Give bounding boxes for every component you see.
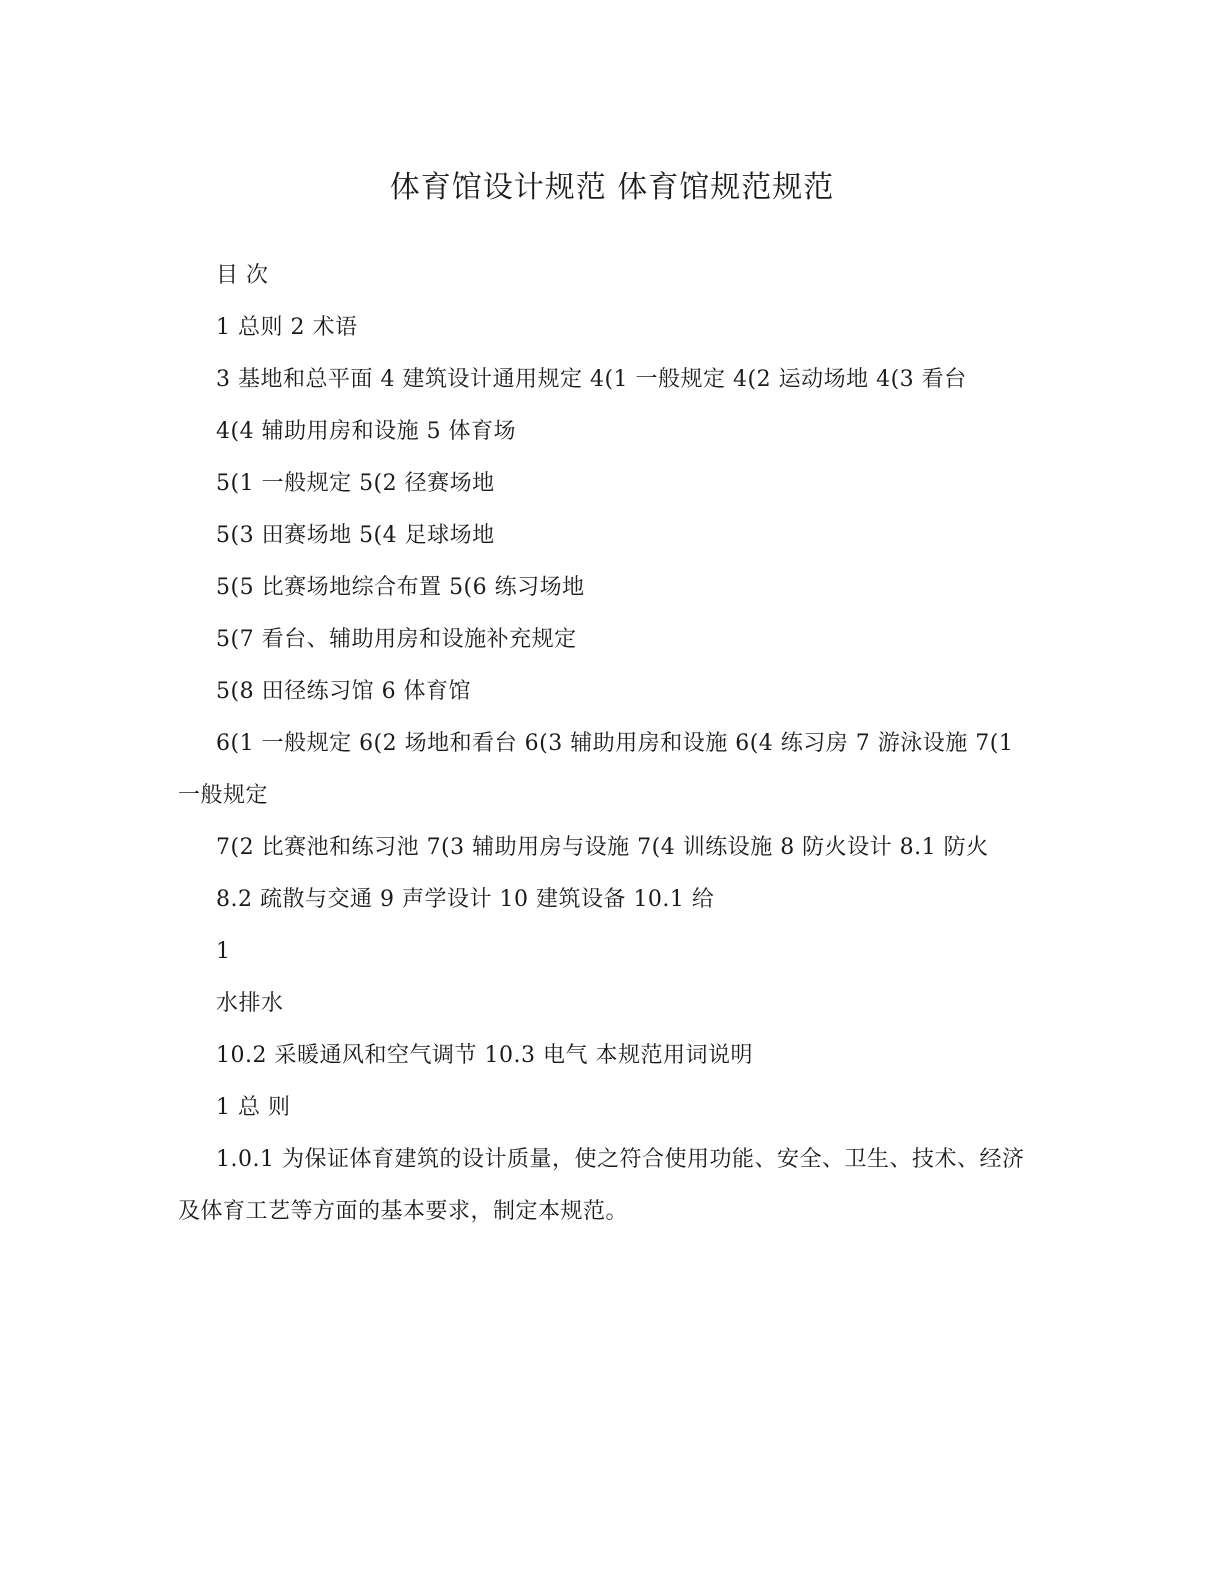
clause-paragraph: 1.0.1 为保证体育建筑的设计质量，使之符合使用功能、安全、卫生、技术、经济及体育工艺等方面的基本要求，制定本规范。 (178, 1147, 1025, 1224)
toc-line: 6(1 一般规定 6(2 场地和看台 6(3 辅助用房和设施 6(4 练习房 7 游泳设施 7(1 一般规定 (178, 731, 1014, 808)
document-title: 体育馆设计规范 体育馆规范规范 (389, 170, 835, 205)
toc-line: 5(7 看台、辅助用房和设施补充规定 (216, 627, 577, 652)
toc-line: 7(2 比赛池和练习池 7(3 辅助用房与设施 7(4 训练设施 8 防火设计 8.1 防火 (216, 835, 989, 860)
toc-line: 5(8 田径练习馆 6 体育馆 (216, 679, 472, 704)
toc-line: 水排水 (216, 991, 284, 1016)
document-body (178, 250, 1038, 1238)
toc-line: 10.2 采暖通风和空气调节 10.3 电气 本规范用词说明 (216, 1043, 753, 1068)
toc-line: 8.2 疏散与交通 9 声学设计 10 建筑设备 10.1 给 (216, 887, 715, 912)
toc-heading: 目 次 (216, 263, 269, 288)
toc-line: 4(4 辅助用房和设施 5 体育场 (216, 419, 517, 444)
toc-line: 3 基地和总平面 4 建筑设计通用规定 4(1 一般规定 4(2 运动场地 4(3 看台 (216, 367, 967, 392)
page-number: 1 (216, 939, 231, 964)
section-heading: 1 总 则 (216, 1095, 291, 1120)
toc-line: 5(1 一般规定 5(2 径赛场地 (216, 471, 495, 496)
toc-line: 1 总则 2 术语 (216, 315, 358, 340)
toc-line: 5(3 田赛场地 5(4 足球场地 (216, 523, 495, 548)
toc-line: 5(5 比赛场地综合布置 5(6 练习场地 (216, 575, 585, 600)
